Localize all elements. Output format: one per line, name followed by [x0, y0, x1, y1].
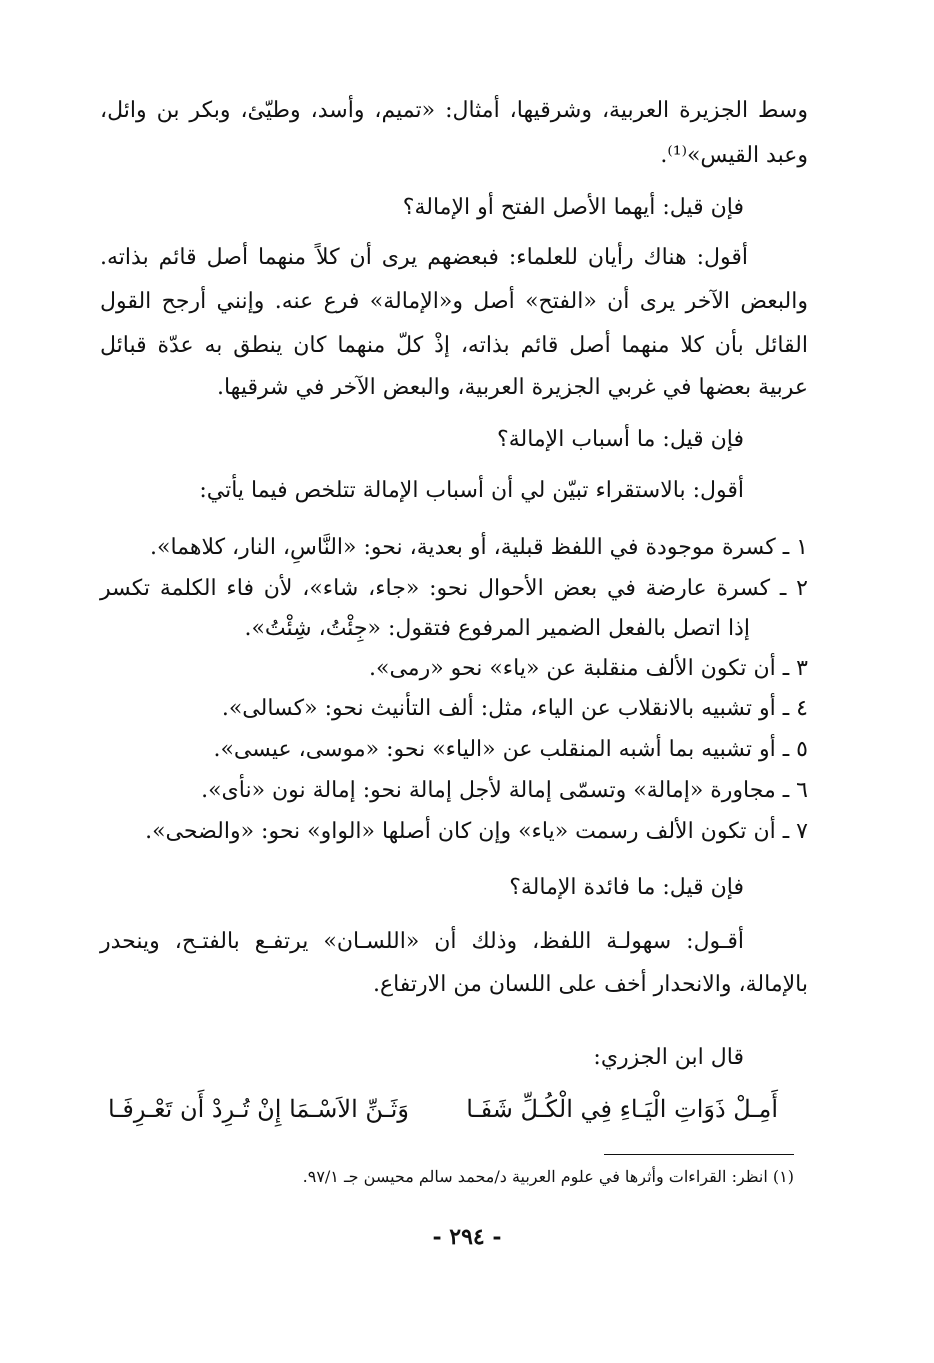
- list-item: ٧ ـ أن تكون الألف رسمت «ياء» وإن كان أصلها «الواو» نحو: «والضحى».: [145, 819, 808, 844]
- page-number: - ٢٩٤ -: [432, 1224, 502, 1250]
- body-line-7: عربية بعضها في غربي الجزيرة العربية، والبعض الآخر في شرقيها.: [216, 375, 808, 400]
- list-item: ١ ـ كسرة موجودة في اللفظ قبلية، أو بعدية، نحو: «النَّاسِ، النار، كلاهما».: [149, 535, 808, 560]
- body-line-19: أقـول: سهولـة اللفظ، وذلك أن «اللسـان» يرتفـع بالفتـح، وينحدر: [100, 929, 744, 954]
- list-item: ٤ ـ أو تشبيه بالانقلاب عن الياء، مثل: ألف التأنيث نحو: «كسالى».: [221, 696, 808, 721]
- question-heading: فإن قيل: أيهما الأصل الفتح أو الإمالة؟: [402, 195, 744, 220]
- body-line-20: بالإمالة، والانحدار أخف على اللسان من الارتفاع.: [372, 972, 808, 997]
- body-line-1: وسط الجزيرة العربية، وشرقيها، أمثال: «تميم، وأسد، وطيّئ، وبكر بن وائل،: [100, 98, 808, 123]
- list-item: ٥ ـ أو تشبيه بما أشبه المنقلب عن «الياء» نحو: «موسى، عيسى».: [213, 737, 808, 762]
- body-line-9: أقول: بالاستقراء تبيّن لي أن أسباب الإمالة تتلخص فيما يأتي:: [199, 478, 744, 503]
- list-item-continuation: إذا اتصل بالفعل الضمير المرفوع فتقول: «جِئْتُ، شِئْتُ».: [244, 616, 750, 641]
- body-line-4: أقول: هناك رأيان للعلماء: فبعضهم يرى أن كلاً منهما أصل قائم بذاته.: [100, 245, 748, 270]
- question-heading: فإن قيل: ما أسباب الإمالة؟: [497, 427, 744, 452]
- footnote: (١) انظر: القراءات وأثرها في علوم العربية د/محمد سالم محيسن جـ ٩٧/١.: [302, 1167, 794, 1186]
- poem-right-hemistich: أَمِـلْ ذَوَاتِ الْيَـاءِ فِي الْكُـلِّ شَفَـا: [466, 1095, 778, 1123]
- question-heading: فإن قيل: ما فائدة الإمالة؟: [509, 875, 744, 900]
- body-line-5: والبعض الآخر يرى أن «الفتح» أصل و«الإمالة» فرع عنه. وإنني أرجح القول: [100, 289, 808, 314]
- list-item: ٣ ـ أن تكون الألف منقلبة عن «ياء» نحو «رمى».: [369, 656, 808, 681]
- list-item: ٢ ـ كسرة عارضة في بعض الأحوال نحو: «جاء، شاء»، لأن فاء الكلمة تكسر: [100, 576, 808, 601]
- body-line-2: وعبد القيس»⁽¹⁾.: [660, 143, 808, 168]
- poem-left-hemistich: وَثَـنِّ الاَسْـمَا إِنْ تُـرِدْ أَن تَعْـرِفَـا: [108, 1095, 409, 1123]
- poem-intro: قال ابن الجزري:: [593, 1045, 744, 1070]
- list-item: ٦ ـ مجاورة «إمالة» وتسمّى إمالة لأجل إمالة نحو: إمالة نون «نأى».: [201, 778, 808, 803]
- body-line-6: القائل بأن كلا منهما أصل قائم بذاته، إذْ كلّ منهما كان ينطق به عدّة قبائل: [100, 333, 808, 358]
- footnote-separator: [604, 1154, 794, 1155]
